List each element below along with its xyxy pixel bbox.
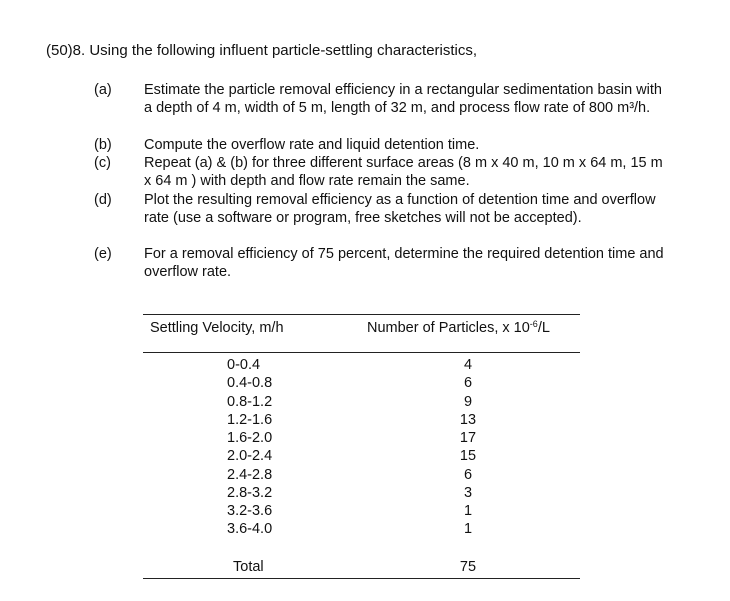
table-row-velocity: 1.6-2.0: [227, 430, 273, 446]
part-b-label: (b): [94, 137, 112, 153]
table-row-velocity: 0.8-1.2: [227, 394, 273, 410]
table-row-count: 17: [459, 430, 477, 446]
table-row-velocity: 0.4-0.8: [227, 375, 273, 391]
table-top-rule: [143, 314, 580, 315]
question-title: (50)8. Using the following influent particle-settling characteristics,: [46, 42, 478, 59]
table-row-count: 1: [463, 521, 473, 537]
table-row-count: 15: [459, 448, 477, 464]
part-c-text: Repeat (a) & (b) for three different surface areas (8 m x 40 m, 10 m x 64 m, 15 m x 64 m ) with depth and flow rate remain the same.: [144, 155, 663, 190]
part-e-text: For a removal efficiency of 75 percent, determine the required detention time and overflow rate.: [144, 246, 664, 281]
table-header-rule: [143, 352, 580, 353]
table-bottom-rule: [143, 578, 580, 579]
total-value: 75: [459, 559, 477, 575]
table-row-count: 13: [459, 412, 477, 428]
table-row-velocity: 3.6-4.0: [227, 521, 273, 537]
col-header-velocity: Settling Velocity, m/h: [150, 320, 284, 336]
part-c-label: (c): [94, 155, 111, 171]
total-label: Total: [233, 559, 264, 575]
table-row-count: 1: [463, 503, 473, 519]
part-d-text: Plot the resulting removal efficiency as a function of detention time and overflow rate (use a software or program, free sketches will not be accepted).: [144, 192, 656, 227]
table-row-velocity: 1.2-1.6: [227, 412, 273, 428]
table-row-velocity: 3.2-3.6: [227, 503, 273, 519]
table-row-count: 3: [463, 485, 473, 501]
part-a-label: (a): [94, 82, 112, 98]
table-row-count: 6: [463, 375, 473, 391]
table-row-count: 6: [463, 467, 473, 483]
table-row-velocity: 2.8-3.2: [227, 485, 273, 501]
col-header-particles: Number of Particles, x $10^{-6}/L$: [367, 319, 550, 336]
table-row-velocity: 2.4-2.8: [227, 467, 273, 483]
table-row-count: 9: [463, 394, 473, 410]
part-d-label: (d): [94, 192, 112, 208]
table-row-velocity: 2.0-2.4: [227, 448, 273, 464]
table-row-velocity: 0-0.4: [227, 357, 261, 373]
part-a-text: Estimate the particle removal efficiency in a rectangular sedimentation basin with a depth of 4 m, width of 5 m, length of 32 m, and process flow rate of 800 m³/h.: [144, 82, 662, 117]
part-e-label: (e): [94, 246, 112, 262]
table-row-count: 4: [463, 357, 473, 373]
part-b-text: Compute the overflow rate and liquid detention time.: [144, 137, 480, 153]
